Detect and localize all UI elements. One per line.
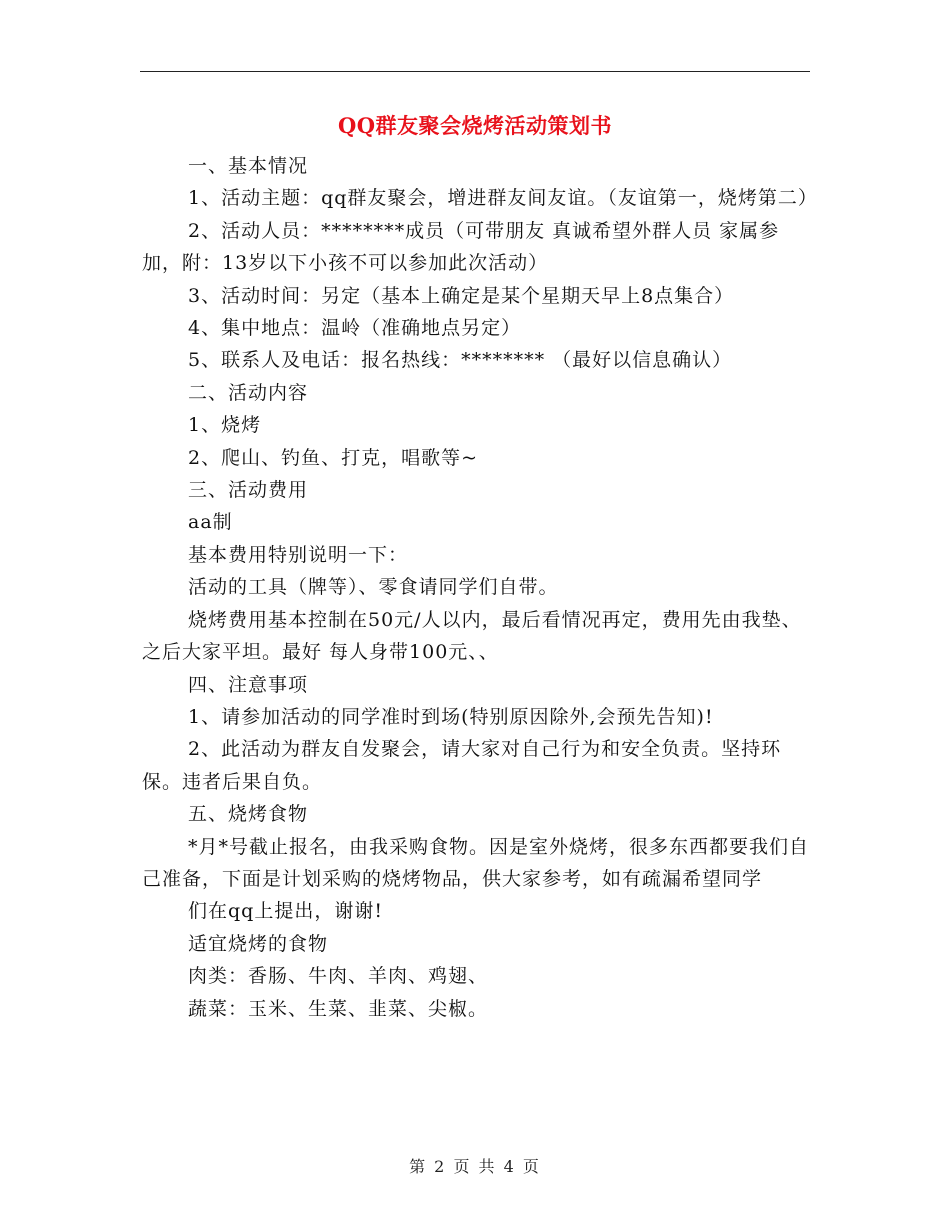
paragraph-participants: 2、活动人员：********成员（可带朋友 真诚希望外群人员 家属参加，附：13岁以下小孩不可以参加此次活动） xyxy=(142,219,780,275)
paragraph-tools: 活动的工具（牌等）、零食请同学们自带。 xyxy=(188,576,559,599)
paragraph-food-heading: 适宜烧烤的食物 xyxy=(188,932,329,955)
page-footer: 第 2 页 共 4 页 xyxy=(409,1157,541,1176)
list-item-bbq: 1、烧烤 xyxy=(188,414,262,437)
section-heading-cost: 三、活动费用 xyxy=(188,479,309,502)
paragraph-contact: 5、联系人及电话：报名热线：******** （最好以信息确认） xyxy=(188,349,733,372)
paragraph-feedback: 们在qq上提出，谢谢! xyxy=(188,900,383,923)
paragraph-meat: 肉类：香肠、牛肉、羊肉、鸡翅、 xyxy=(188,965,489,988)
paragraph-punctuality: 1、请参加活动的同学准时到场(特别原因除外,会预先告知)! xyxy=(188,705,714,728)
document-body xyxy=(142,150,818,1025)
paragraph-location: 4、集中地点：温岭（准确地点另定） xyxy=(188,317,522,340)
paragraph-cost-note: 基本费用特别说明一下： xyxy=(188,543,409,566)
paragraph-registration: *月*号截止报名，由我采购食物。因是室外烧烤，很多东西都要我们自己准备，下面是计划采购的烧烤物品，供大家参考，如有疏漏希望同学 xyxy=(142,835,810,890)
header-rule xyxy=(140,71,810,72)
paragraph-aa: aa制 xyxy=(188,511,233,534)
document-title: QQ群友聚会烧烤活动策划书 xyxy=(337,113,613,138)
section-heading-content: 二、活动内容 xyxy=(188,381,309,404)
section-heading-food: 五、烧烤食物 xyxy=(188,803,309,826)
paragraph-time: 3、活动时间：另定（基本上确定是某个星期天早上8点集合） xyxy=(188,284,735,307)
list-item-activities: 2、爬山、钓鱼、打克，唱歌等~ xyxy=(188,446,479,469)
paragraph-safety: 2、此活动为群友自发聚会，请大家对自己行为和安全负责。坚持环保。违者后果自负。 xyxy=(142,738,782,793)
paragraph-cost-detail: 烧烤费用基本控制在50元/人以内，最后看情况再定，费用先由我垫、之后大家平坦。最好 每人身带100元、、 xyxy=(142,608,802,664)
section-heading-notes: 四、注意事项 xyxy=(188,673,309,696)
paragraph-vegetables: 蔬菜：玉米、生菜、韭菜、尖椒。 xyxy=(188,997,489,1020)
section-heading-basic: 一、基本情况 xyxy=(188,155,309,177)
paragraph-theme: 1、活动主题：qq群友聚会，增进群友间友谊。（友谊第一，烧烤第二） xyxy=(188,187,818,210)
